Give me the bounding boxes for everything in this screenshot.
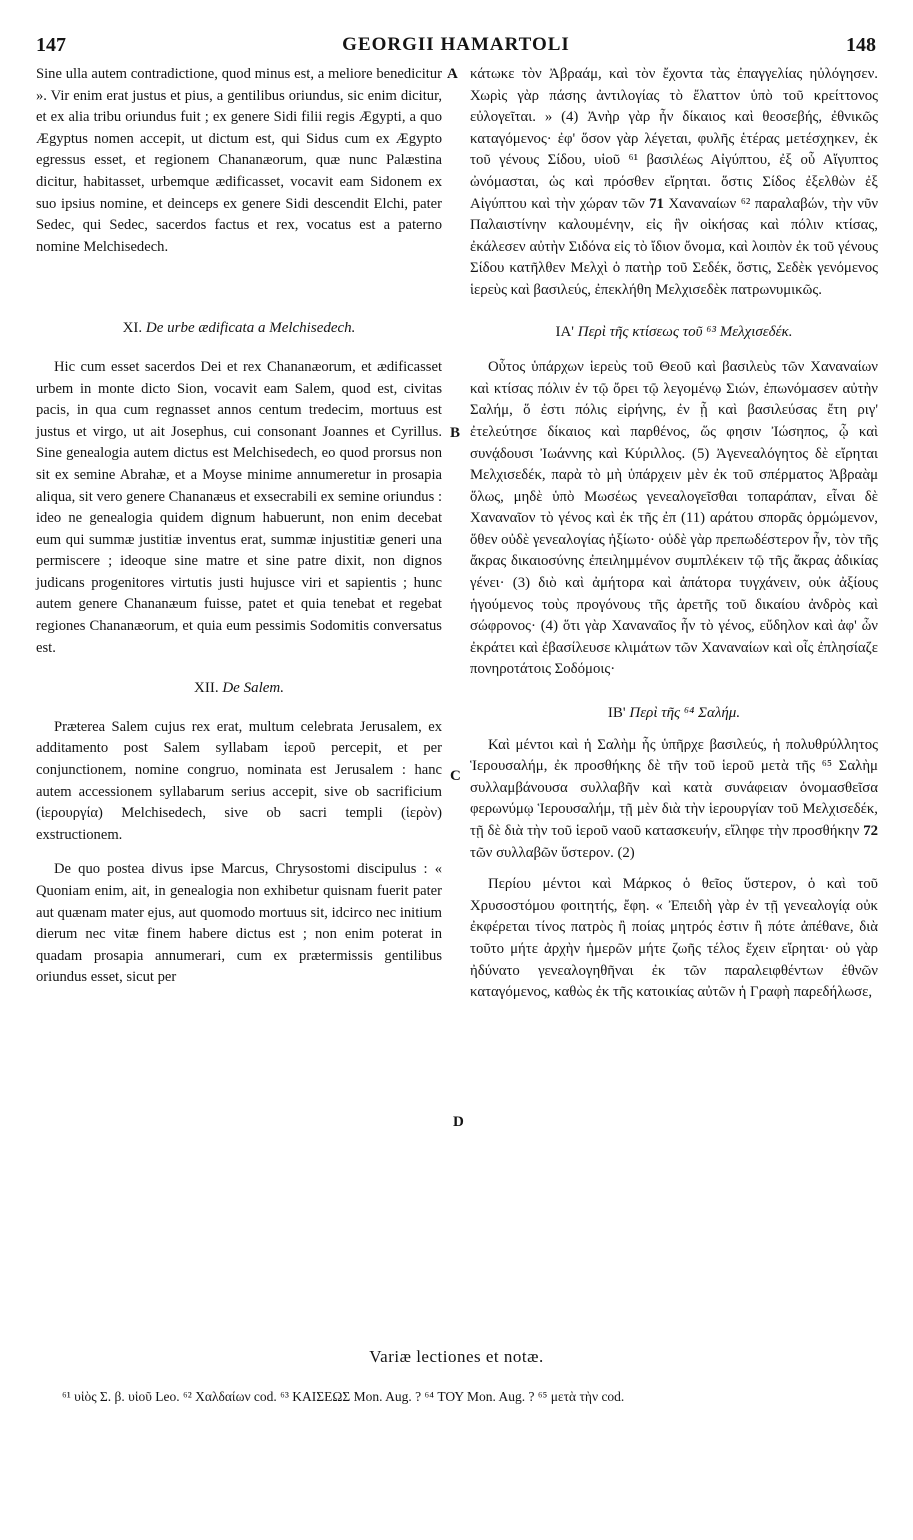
latin-paragraph-1: Sine ulla autem contradictione, quod minus est, a meliore benedicitur ». Vir enim erat justus et pius, a gentilibus oriundus, sic enim dicitur, et ex alia tribu oriundus fuit ; ex genere Sidi filii regis Ægypti, a quo Ægyptus nomen accepit, ut dictum est, qui Sidus cum ex Ægypto egressus esset, et regionem Chananæorum, quæ nunc Palæstina dicitur, habitasset, urbemque ædificasset, vocavit eam Sidonem ex suo ipsius nomine, et deinceps ex genere Sidi descendit Elchi, pater Sedec, qui Sedec, sacerdos factus et rex, vocatus est a paterno nomine Melchisedech.: [36, 66, 442, 255]
greek-section-12-text-a: Καὶ μέντοι καὶ ἡ Σαλὴμ ἧς ὑπῆρχε βασιλεύς, ἡ πολυθρύλλητος Ἱερουσαλήμ, ἐκ προσθήκης δὲ τῆν τοῦ ἱεροῦ μετὰ τῆς ⁶⁵ Σαλὴμ συλλαμβάνουσα συλλαβῆν καὶ κατὰ συνάφειαν ὀνομασθεῖσα φερωνύμῳ Ἱερουσαλήμ, τῇ μὲν διὰ τὴν ἱερουργίαν τοῦ Μελχισεδέκ, τῇ δὲ διὰ τὴν τοῦ ἱεροῦ ναοῦ κατασκευήν, εἴληφε τὴν προσθήκην: [470, 736, 878, 839]
greek-paragraph-1: [470, 64, 878, 302]
greek-section-12-number: ΙΒ': [607, 705, 626, 722]
latin-section-11-title: De urbe ædificata a Melchisedech.: [145, 320, 356, 337]
page-header: [36, 34, 876, 64]
notes-heading: Variæ lectiones et notæ.: [369, 1347, 544, 1366]
greek-section-12-text-b: τῶν συλλαβῶν ὕστερον. (2): [470, 844, 635, 861]
greek-section-11-number: ΙΑ': [555, 323, 574, 340]
page-number-right: 148: [846, 34, 876, 56]
latin-section-12-heading: [36, 678, 442, 700]
greek-paragraph-1-continued: Χαναναίων ⁶² παραλαβών, τὴν νῦν Παλαιστίνην καλουμένην, εἰς ἣν οἰκήσας καὶ πόλιν κτίσας, ἐκάλεσεν αὐτὴν Σιδόνα εἰς τὸ ἴδιον ὄνομα, καὶ λοιπὸν ἐκ τοῦ γένους Σίδου κατῆλθεν Μελχὶ ὁ πατὴρ τοῦ Σεδέκ, ὅστις, Σεδὲκ γενόμενος ἱερεὺς καὶ βασιλεύς, ἐπεκλήθη Μελχισεδὲκ πατρωνυμικῶς.: [470, 195, 879, 298]
latin-section-12-text: Præterea Salem cujus rex erat, multum celebrata Jerusalem, ex additamento post Salem syllabam ἱεροῦ percepit, et per conjunctionem, nomine congruo, nominata est Jerusalem : hanc autem accessionem syllabarum serius accepit, sive ob sacrificium (ἱερουργία) Melchisedech, sive ob sacri templi (ἱερὸν) exstructionem.: [36, 718, 442, 843]
greek-column-marker-72: 72: [863, 823, 878, 839]
margin-letter-a: A: [447, 66, 458, 82]
margin-letter-c: C: [450, 768, 461, 784]
footnotes: ⁶¹ υἱὸς Σ. β. υἱοῦ Leo. ⁶² Χαλδαίων cod. ⁶³ ΚΑΙΣΕΩΣ Mon. Aug. ? ⁶⁴ ΤΟΥ Mon. Aug. ? ⁶⁵ μετὰ τὴν cod.: [62, 1389, 625, 1404]
greek-section-11-text: Οὗτος ὑπάρχων ἱερεὺς τοῦ Θεοῦ καὶ βασιλεὺς τῶν Χαναναίων καὶ κτίσας πόλιν ἐν τῷ ὄρει τῷ λεγομένῳ Σιών, ἐπωνόμασεν αὐτὴν Σαλήμ, ὅ ἐστι πόλις εἰρήνης, ἐν ᾗ καὶ βασιλεύσας ἔτη ριγ' ἐτελεύτησε δίκαιος καὶ παρθένος, ὥς φησιν Ἰώσηπος, ᾧ καὶ συνᾴδουσι Ἰωάννης καὶ Κύριλλος. (5) Ἀγενεαλόγητος δὲ εἴρηται Μελχισεδέκ, παρὰ τὸ μὴ ὑπάρχειν μὲν ἐκ τοῦ σπέρματος Ἀβραὰμ ὅλως, μηδὲ ὑπὸ Μωσέως γενεαλογεῖσθαι τοπαράπαν, εἶναι δὲ Χαναναῖον τὸ γένος καὶ ἐκ τῆς ἐπ (11) αράτου σπορᾶς ὁρμώμενον, ὅθεν οὐδὲ γενεαλογίας ἠξίωτο· οὐδὲ γὰρ πρεπωδέστερον ἦν, τὸν τῆς ἄκρας δικαιοσύνης ἐπειλημμένον συμπλέκειν τῷ τῆς ἄκρας ἀδικίας γένει· (3) διὸ καὶ ἀμήτορα καὶ ἀπάτορα τυγχάνειν, οὐκ ἀξίους ἡγούμενος τοὺς προγόνους τῆς ἀρετῆς τοῦ δικαίου ἀνδρὸς καὶ σώφρονος· (4) ὅτι γὰρ Χαναναῖος ἦν τὸ γένος, εὔδηλον καὶ ἀφ' ὧν ἐκράτει καὶ ἐβασίλευσε κλιμάτων τῶν Χαναναίων καὶ οἷς ἐπλησίαζε πονηροτάτοις Σοδόμοις·: [470, 359, 878, 678]
greek-column: [470, 64, 878, 1004]
latin-section-11-number: XI.: [122, 320, 143, 337]
running-title: GEORGII HAMARTOLI: [342, 34, 570, 55]
latin-section-11-text: Hic cum esset sacerdos Dei et rex Chananæorum, et ædificasset urbem in monte dicto Sion, vocavit eam Salem, quod est, civitas pacis, in qua cum regnasset annos centum tredecim, mortuus est justus et virgo, ut ait Josephus, cui consonant Joannes et Cyrillus. Sine genealogia autem dictus est Melchisedech, eo quod prorsus non sit ex semine Abrahæ, et a Moyse minime annumeretur in prosapia aliqua, sit vero genere Chananæus et exsecrabili ex semine oriundus : ideo ne genealogia quidem dignum habuerunt, non enim decebat eum qui summæ justitiæ inventus erat, summæ injustitiæ generi una permiscere ; ideoque sine matre et sine patre dixit, non dignos judicans progenitores virtutis justi hujusce viri et sapientis ; hunc autem genere Chananæum fuisse, patet et quia tenebat et regebat regiones Chananæorum, et quia eum pessimis Sodomitis conversatus est.: [36, 358, 442, 656]
latin-section-12-title: De Salem.: [222, 680, 284, 697]
page-number-left: 147: [36, 34, 66, 56]
latin-section-12-number: XII.: [194, 680, 219, 697]
greek-section-12-heading: [470, 703, 878, 725]
latin-section-11-heading: [36, 318, 442, 340]
latin-paragraph-4: De quo postea divus ipse Marcus, Chrysostomi discipulus : « Quoniam enim, ait, in genealogia non exhibetur quisnam fuerit pater aut quænam mater ejus, aut quomodo mortuus sit, idcirco nec initium dierum nec vitæ finem habere dictus est ; non enim poterat in quadam prosapia annumerari, cum ex prætermissis gentilibus oriundus esset, sicut per: [36, 861, 442, 986]
greek-section-11-heading: [470, 322, 878, 344]
greek-paragraph-1-text: κάτωκε τὸν Ἀβραάμ, καὶ τὸν ἔχοντα τὰς ἐπαγγελίας ηὐλόγησεν. Χωρὶς γὰρ πάσης ἀντιλογίας τὸ ἔλαττον ὑπὸ τοῦ κρείττονος εὐλογεῖται. » (4) Ἀνὴρ γὰρ ἦν δίκαιος καὶ θεοσεβής, ἐθνικῶς καταγόμενος· ἐφ' ὅσον γὰρ λέγεται, φυλῆς ἑτέρας μετέσχηκεν, ἐκ τοῦ γένους Σίδου, υἱοῦ ⁶¹ βασιλέως Αἰγύπτου, ἐξ οὗ Αἴγυπτος ὠνόμασται, ὡς καὶ πρόσθεν εἴρηται. ὅστις Σίδος ἐξελθὼν ἐξ Αἰγύπτου καὶ τὴν χώραν τῶν: [470, 66, 878, 212]
greek-column-marker-71: 71: [649, 195, 664, 212]
margin-letter-d: D: [453, 1114, 464, 1130]
latin-column: [36, 64, 442, 989]
margin-letter-b: B: [450, 425, 461, 441]
greek-paragraph-4: Περίου μέντοι καὶ Μάρκος ὁ θεῖος ὕστερον, ὁ καὶ τοῦ Χρυσοστόμου φοιτητής, ἔφη. « Ἐπειδὴ γὰρ ἐν τῇ γενεαλογίᾳ οὐκ ἐκφέρεται τίνος πατρὸς ἢ ποίας μητρός ἐστιν ἢ πότε ἀπέθανε, διὰ τοῦτο μήτε ἀρχὴν ἡμερῶν μήτε ζωῆς τέλος ἔχειν εἴρηται· οὐ γὰρ ἠδύνατο γενεαλογηθῆναι ἐκ τῶν παραλειφθέντων ἐθνῶν καταγόμενος, καθὼς ἐκ τῆς κατοικίας αὐτῶν ἡ Γραφὴ παρεδήλωσε,: [470, 876, 878, 1001]
greek-section-12-text: [470, 735, 878, 865]
greek-section-11-title: Περὶ τῆς κτίσεως τοῦ ⁶³ Μελχισεδέκ.: [577, 323, 793, 340]
greek-section-12-title: Περὶ τῆς ⁶⁴ Σαλήμ.: [629, 705, 741, 722]
